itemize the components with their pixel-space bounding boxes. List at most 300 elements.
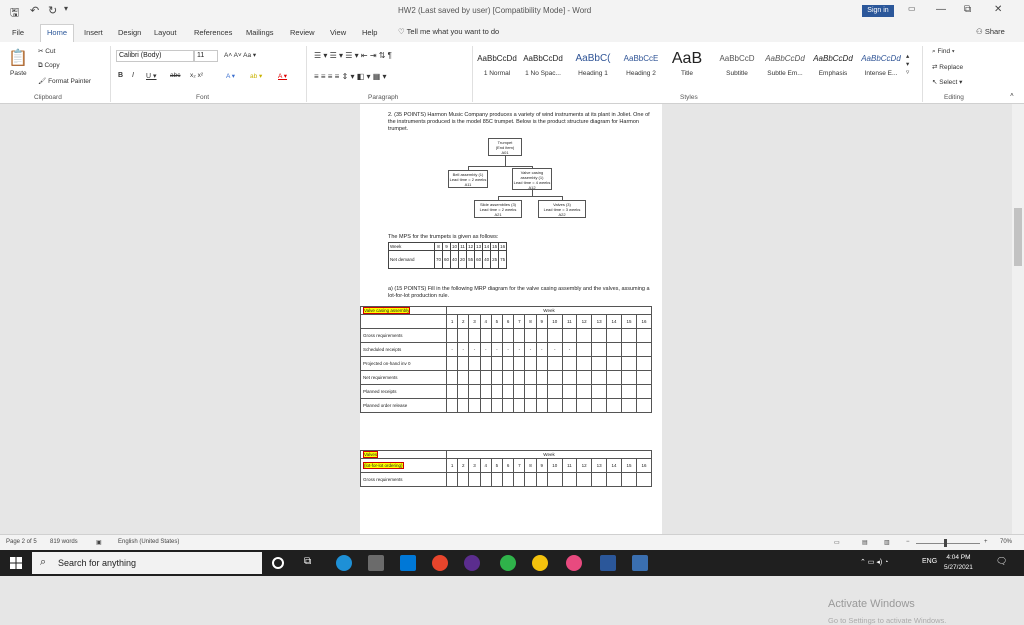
- tab-help[interactable]: Help: [362, 28, 378, 37]
- grid-cell[interactable]: [592, 371, 607, 385]
- app-icon[interactable]: [566, 555, 582, 571]
- grid-cell[interactable]: [622, 385, 637, 399]
- paste-button[interactable]: Paste: [10, 70, 27, 77]
- grid-cell[interactable]: [480, 473, 491, 487]
- grid-cell[interactable]: [562, 399, 576, 413]
- find-button[interactable]: ⌕ Find ▾: [932, 48, 955, 55]
- grid-cell[interactable]: [514, 371, 525, 385]
- language-status[interactable]: English (United States): [118, 539, 180, 545]
- divider: [306, 46, 307, 102]
- grid-cell[interactable]: [592, 357, 607, 371]
- grid-cell[interactable]: [547, 329, 562, 343]
- grid-cell[interactable]: [514, 329, 525, 343]
- grid-cell[interactable]: [536, 385, 547, 399]
- grid-cell[interactable]: [622, 329, 637, 343]
- activate-windows-subtitle: Go to Settings to activate Windows.: [828, 616, 947, 625]
- mps-week-cell: 9: [443, 243, 451, 251]
- grid-cell[interactable]: [503, 399, 514, 413]
- style-name: Heading 1: [578, 70, 608, 77]
- node-label: Bell assembly (1): [452, 172, 484, 177]
- font-name-select[interactable]: Calibri (Body): [116, 50, 194, 62]
- format-painter-label: Format Painter: [48, 78, 92, 85]
- status-bar: [0, 534, 1024, 550]
- select-label: Select: [939, 79, 958, 86]
- grid-week-number: 14: [607, 315, 622, 329]
- grid-cell[interactable]: [525, 371, 536, 385]
- grid-cell[interactable]: [607, 473, 622, 487]
- grid-cell[interactable]: -: [514, 343, 525, 357]
- subscript-button[interactable]: x₂ x²: [190, 72, 203, 79]
- grid-week-number: 10: [547, 315, 562, 329]
- replace-label: Replace: [939, 64, 964, 71]
- grid-cell[interactable]: [547, 399, 562, 413]
- grid-week-number: 8: [525, 459, 536, 473]
- clipboard-group-label: Clipboard: [34, 94, 62, 101]
- grid-cell[interactable]: [607, 329, 622, 343]
- grid-cell[interactable]: [469, 371, 480, 385]
- grid-cell[interactable]: [480, 357, 491, 371]
- grid-cell[interactable]: [514, 385, 525, 399]
- bullets-icon[interactable]: ☰ ▾ ☰ ▾ ☰ ▾ ⇤ ⇥ ⇅ ¶: [314, 51, 392, 60]
- grid-cell[interactable]: [525, 399, 536, 413]
- grid-cell[interactable]: [491, 473, 502, 487]
- grid-cell[interactable]: [577, 385, 592, 399]
- grid-row: [361, 473, 652, 487]
- grid-cell[interactable]: [447, 385, 458, 399]
- opera-icon[interactable]: [432, 555, 448, 571]
- grid-cell[interactable]: [607, 343, 622, 357]
- tell-me-search[interactable]: [398, 27, 499, 36]
- grid-week-number: 11: [562, 315, 576, 329]
- brush-icon: 🖌: [38, 78, 49, 85]
- media-icon[interactable]: [500, 555, 516, 571]
- grid-week-number: 9: [536, 459, 547, 473]
- focus-mode-icon[interactable]: ▭: [834, 540, 840, 546]
- style-name: Title: [680, 70, 694, 77]
- grid-title: Valve casing assembly: [364, 308, 410, 313]
- grid-cell[interactable]: [458, 371, 469, 385]
- grid-cell[interactable]: [536, 357, 547, 371]
- grid-row: [361, 343, 652, 357]
- tree-node-slide-assemblies: [474, 200, 522, 218]
- grid-row-label: Gross requirements: [361, 329, 447, 343]
- copy-button[interactable]: [38, 62, 60, 70]
- replace-button[interactable]: [932, 63, 963, 71]
- clock-date: 5/27/2021: [944, 564, 973, 571]
- tab-view[interactable]: View: [330, 28, 347, 37]
- minimize-button[interactable]: —: [936, 4, 946, 15]
- edge-icon[interactable]: [336, 555, 352, 571]
- grid-week-header: Week: [447, 451, 652, 459]
- grid-cell[interactable]: [592, 329, 607, 343]
- grid-cell[interactable]: -: [547, 343, 562, 357]
- grid-cell[interactable]: [491, 399, 502, 413]
- grid-cell[interactable]: [607, 399, 622, 413]
- font-color-icon[interactable]: A ▾: [278, 73, 288, 80]
- grid-cell[interactable]: [562, 385, 576, 399]
- grid-cell[interactable]: [503, 357, 514, 371]
- grid-week-number: 11: [562, 459, 576, 473]
- grid-cell[interactable]: [536, 371, 547, 385]
- share-button[interactable]: [976, 27, 1005, 36]
- lightbulb-icon: ♡: [398, 27, 407, 36]
- file-explorer-icon[interactable]: [368, 555, 384, 571]
- clock-time: 4:04 PM: [946, 554, 971, 561]
- style-preview: AaBbCcDd: [523, 54, 563, 63]
- grid-cell[interactable]: [469, 329, 480, 343]
- grid-cell[interactable]: [447, 329, 458, 343]
- grid-subtitle: (lot-for-lot ordering): [364, 463, 403, 468]
- grid-week-number: 16: [636, 315, 651, 329]
- grid-cell[interactable]: [458, 385, 469, 399]
- align-icons[interactable]: ≡ ≡ ≡ ≡ ⇕ ▾ ◧ ▾ ▦ ▾: [314, 72, 387, 81]
- grid-cell[interactable]: [577, 343, 592, 357]
- grid-cell[interactable]: [562, 357, 576, 371]
- ribbon-display-icon[interactable]: ▭: [908, 4, 916, 13]
- highlight-icon[interactable]: ab ▾: [250, 73, 263, 80]
- select-button[interactable]: ↖ Select ▾: [932, 79, 963, 86]
- title-bar: [0, 0, 1024, 22]
- tab-mailings[interactable]: Mailings: [246, 28, 274, 37]
- paragraph-group-label: Paragraph: [368, 94, 399, 101]
- scrollbar-thumb[interactable]: [1014, 208, 1022, 266]
- mps-demand-cell: 75: [499, 251, 507, 269]
- grid-cell[interactable]: [514, 399, 525, 413]
- grid-cell[interactable]: [536, 399, 547, 413]
- mps-week-cell: 12: [468, 244, 474, 249]
- grid-cell[interactable]: -: [491, 343, 502, 357]
- input-language[interactable]: ENG: [922, 558, 938, 565]
- grid-cell[interactable]: [503, 473, 514, 487]
- style-no-spacing[interactable]: [522, 48, 564, 88]
- document-page[interactable]: [360, 104, 662, 534]
- grid-row: [361, 385, 652, 399]
- grid-week-number: 6: [503, 459, 514, 473]
- node-label: Slide assemblies (3): [479, 202, 516, 207]
- grid-cell[interactable]: [480, 385, 491, 399]
- tab-home[interactable]: Home: [40, 24, 74, 42]
- question-2-text: 2. (35 POINTS) Harmon Music Company produces a variety of wind instruments at its plant in Joliet. One of the instruments produced is the model 85C trumpet. Below is the product structure diagram for Harmon trumpet.: [388, 112, 650, 132]
- style-name: Subtle Em...: [767, 70, 803, 77]
- grid-week-number: 2: [458, 459, 469, 473]
- grid-cell[interactable]: [577, 371, 592, 385]
- mps-intro-text: The MPS for the trumpets is given as follows:: [388, 234, 499, 240]
- word-icon[interactable]: [600, 555, 616, 571]
- grid-cell[interactable]: [622, 473, 637, 487]
- cut-button[interactable]: [38, 47, 55, 55]
- grid-cell[interactable]: [577, 329, 592, 343]
- grid-cell[interactable]: [447, 473, 458, 487]
- grid-cell[interactable]: [536, 329, 547, 343]
- grid-cell[interactable]: -: [447, 343, 458, 357]
- grid-cell[interactable]: -: [562, 343, 576, 357]
- grid-cell[interactable]: [503, 329, 514, 343]
- tab-insert[interactable]: Insert: [84, 28, 103, 37]
- undo-icon[interactable]: ↶: [30, 5, 40, 17]
- grid-week-number: 4: [480, 459, 491, 473]
- grid-week-row: [361, 315, 652, 329]
- grid-cell[interactable]: [491, 357, 502, 371]
- grid-cell[interactable]: -: [536, 343, 547, 357]
- grid-week-number: 7: [514, 315, 525, 329]
- grid-row: [361, 371, 652, 385]
- grid-cell[interactable]: [592, 399, 607, 413]
- grid-cell[interactable]: [469, 385, 480, 399]
- grid-cell[interactable]: [458, 473, 469, 487]
- grid-title-cell: [361, 451, 447, 459]
- grid-cell[interactable]: [562, 329, 576, 343]
- grid-cell[interactable]: -: [503, 343, 514, 357]
- sign-in-button[interactable]: Sign in: [862, 5, 894, 17]
- taskbar-clock[interactable]: [944, 553, 973, 573]
- store-icon[interactable]: [400, 555, 416, 571]
- mps-week-cell: 15: [492, 244, 498, 249]
- collapse-ribbon-icon[interactable]: ˄: [1010, 92, 1014, 99]
- grid-cell[interactable]: [577, 399, 592, 413]
- bold-button[interactable]: B: [118, 72, 124, 79]
- word-count[interactable]: 819 words: [50, 539, 78, 545]
- style-name: 1 No Spac...: [525, 70, 561, 77]
- italic-button[interactable]: I: [132, 72, 134, 79]
- grid-cell[interactable]: [547, 385, 562, 399]
- grid-row-label: Scheduled receipts: [361, 343, 447, 357]
- grid-cell[interactable]: [525, 385, 536, 399]
- grid-cell[interactable]: [636, 357, 651, 371]
- grid-week-number: 10: [547, 459, 562, 473]
- replace-icon: ⇄: [932, 64, 940, 71]
- style-heading-1[interactable]: [572, 48, 614, 88]
- style-subtle-emphasis[interactable]: [764, 48, 806, 88]
- style-normal[interactable]: [476, 48, 518, 88]
- style-preview: AaBbCcDd: [477, 54, 517, 63]
- grid-cell[interactable]: -: [458, 343, 469, 357]
- tab-review[interactable]: Review: [290, 28, 315, 37]
- grid-cell[interactable]: [458, 329, 469, 343]
- grid-cell[interactable]: [622, 343, 637, 357]
- paste-icon[interactable]: 📋: [8, 50, 28, 67]
- zoom-out-icon[interactable]: −: [906, 539, 910, 545]
- mps-demand-cell: 60: [443, 251, 451, 269]
- grid-week-number: 2: [458, 315, 469, 329]
- activate-windows-title: Activate Windows: [828, 598, 915, 610]
- style-intense-emphasis[interactable]: [860, 48, 902, 88]
- style-preview: AaBbCcE: [623, 54, 659, 63]
- style-preview: AaB: [671, 50, 703, 67]
- ribbon: [0, 42, 1024, 104]
- tab-design[interactable]: Design: [118, 28, 142, 37]
- grid-cell[interactable]: [525, 357, 536, 371]
- zoom-in-icon[interactable]: +: [984, 539, 988, 545]
- grid-cell[interactable]: [577, 473, 592, 487]
- grid-cell[interactable]: [514, 357, 525, 371]
- style-name: Emphasis: [818, 70, 848, 77]
- redo-icon[interactable]: ↻: [48, 5, 58, 17]
- zoom-slider-thumb[interactable]: [944, 539, 947, 547]
- tree-node-valves: [538, 200, 586, 218]
- copy-label: Copy: [44, 62, 60, 69]
- tab-layout[interactable]: Layout: [154, 28, 177, 37]
- grid-cell[interactable]: [503, 371, 514, 385]
- mps-week-cell: 14: [484, 244, 490, 249]
- style-heading-2[interactable]: [620, 48, 662, 88]
- grid-week-number: 15: [622, 459, 637, 473]
- proofing-icon[interactable]: ▣: [96, 540, 102, 546]
- grid-cell[interactable]: [503, 385, 514, 399]
- grid-cell[interactable]: [592, 343, 607, 357]
- grid-cell[interactable]: [636, 473, 651, 487]
- grid-cell[interactable]: [514, 473, 525, 487]
- grid-cell[interactable]: [547, 371, 562, 385]
- grid-cell[interactable]: [622, 357, 637, 371]
- style-preview: AaBbCcDd: [765, 54, 805, 63]
- tree-node-bell-assembly: [448, 170, 488, 188]
- grid-cell[interactable]: [547, 357, 562, 371]
- grid-cell[interactable]: [592, 385, 607, 399]
- grid-cell[interactable]: [480, 399, 491, 413]
- grid-week-row: [361, 459, 652, 473]
- grid-cell[interactable]: [592, 473, 607, 487]
- mps-week-cell: 11: [460, 244, 465, 249]
- grid-row-label: Gross requirements: [361, 473, 447, 487]
- grid-cell[interactable]: -: [480, 343, 491, 357]
- tree-connector: [468, 166, 532, 167]
- style-emphasis[interactable]: [812, 48, 854, 88]
- grid-cell[interactable]: [636, 371, 651, 385]
- grid-cell[interactable]: [622, 371, 637, 385]
- grid-cell[interactable]: [458, 399, 469, 413]
- grid-row-label: Net requirements: [361, 371, 447, 385]
- tell-me-label: Tell me what you want to do: [406, 27, 500, 36]
- grid-cell[interactable]: [562, 473, 576, 487]
- customize-qat-icon[interactable]: ▾: [64, 4, 69, 13]
- vertical-scrollbar[interactable]: [1012, 104, 1024, 534]
- style-name: Intense E...: [864, 70, 898, 77]
- page-count[interactable]: Page 2 of 5: [6, 539, 37, 545]
- grid-cell[interactable]: [447, 399, 458, 413]
- grid-cell[interactable]: [547, 473, 562, 487]
- mps-demand-cell: 40: [451, 251, 459, 269]
- style-title[interactable]: [666, 48, 708, 88]
- print-layout-icon[interactable]: ▤: [862, 540, 868, 546]
- notifications-icon[interactable]: 🗨: [996, 556, 1008, 566]
- grid-cell[interactable]: [525, 329, 536, 343]
- grid-cell[interactable]: [458, 357, 469, 371]
- photos-icon[interactable]: [632, 555, 648, 571]
- style-subtitle[interactable]: [716, 48, 758, 88]
- grid-cell[interactable]: [607, 385, 622, 399]
- share-label: Share: [984, 27, 1005, 36]
- grid-cell[interactable]: [469, 357, 480, 371]
- divider: [922, 46, 923, 102]
- node-label: Valve casing: [520, 170, 544, 175]
- zoom-level[interactable]: 70%: [1000, 539, 1013, 545]
- grid-cell[interactable]: [562, 371, 576, 385]
- cortana-icon[interactable]: [272, 557, 284, 569]
- style-preview: AaBbCcDd: [813, 54, 853, 63]
- font-size-select[interactable]: 11: [194, 50, 218, 62]
- grid-cell[interactable]: [636, 399, 651, 413]
- strikethrough-button[interactable]: abc: [170, 72, 181, 79]
- document-title: HW2 (Last saved by user) [Compatibility Mode] - Word: [398, 6, 592, 15]
- grid-cell[interactable]: [480, 329, 491, 343]
- grid-cell[interactable]: [480, 371, 491, 385]
- grid-cell[interactable]: [491, 371, 502, 385]
- cursor-icon: ↖: [932, 79, 940, 86]
- search-icon: ⌕: [40, 556, 47, 568]
- close-button[interactable]: ✕: [994, 4, 1003, 15]
- grow-font-icon[interactable]: A˄ A˅ Aa ▾: [224, 52, 257, 59]
- chrome-icon[interactable]: [532, 555, 548, 571]
- taskbar-search-placeholder: Search for anything: [58, 558, 137, 568]
- node-label: Lead time = 3 weeks: [543, 207, 581, 212]
- tab-references[interactable]: References: [194, 28, 233, 37]
- grid-cell[interactable]: [577, 357, 592, 371]
- windows-start-icon[interactable]: [10, 557, 22, 569]
- style-name: Heading 2: [626, 70, 656, 77]
- grid-cell[interactable]: [491, 329, 502, 343]
- grid-cell[interactable]: [525, 473, 536, 487]
- grid-row: [361, 357, 652, 371]
- grid-week-number: 1: [447, 315, 458, 329]
- tab-file[interactable]: File: [12, 28, 25, 37]
- taskbar-search-box[interactable]: [32, 552, 262, 574]
- ribbon-tabs: [0, 22, 1024, 42]
- text-effects-icon[interactable]: A ▾: [226, 73, 236, 80]
- person-icon: ⚇: [976, 27, 985, 36]
- grid-cell[interactable]: [469, 473, 480, 487]
- grid-cell[interactable]: [636, 343, 651, 357]
- grid-cell[interactable]: [469, 399, 480, 413]
- font-group-label: Font: [196, 94, 210, 101]
- format-painter-button[interactable]: [38, 77, 91, 85]
- grid-row-label: Planned order release: [361, 399, 447, 413]
- tree-node-trumpet: [488, 138, 522, 156]
- app-icon[interactable]: [464, 555, 480, 571]
- grid-week-number: 9: [536, 315, 547, 329]
- mrp-grid-valves: [360, 450, 652, 487]
- task-view-icon[interactable]: ⧉: [304, 556, 312, 567]
- styles-scroll-icon[interactable]: ▴ ▾ ▿: [906, 53, 910, 76]
- styles-group-label: Styles: [680, 94, 698, 101]
- save-icon[interactable]: 🖫: [10, 7, 20, 19]
- grid-week-number: 5: [491, 315, 502, 329]
- zoom-slider[interactable]: [916, 543, 980, 544]
- style-preview: AaBbCcDd: [861, 54, 901, 63]
- grid-cell[interactable]: [636, 385, 651, 399]
- grid-cell[interactable]: [536, 473, 547, 487]
- node-label: A21: [494, 212, 502, 217]
- grid-cell[interactable]: [607, 357, 622, 371]
- web-layout-icon[interactable]: ▥: [884, 540, 890, 546]
- grid-cell[interactable]: [447, 357, 458, 371]
- grid-cell[interactable]: [491, 385, 502, 399]
- grid-cell[interactable]: [447, 371, 458, 385]
- node-label: assembly (1): [520, 175, 544, 180]
- grid-cell[interactable]: [607, 371, 622, 385]
- node-label: Valves (3): [553, 202, 571, 207]
- mps-demand-cell: 20: [459, 251, 467, 269]
- grid-cell[interactable]: [622, 399, 637, 413]
- underline-button[interactable]: U ▾: [146, 73, 157, 80]
- grid-cell[interactable]: -: [469, 343, 480, 357]
- grid-cell[interactable]: [636, 329, 651, 343]
- grid-week-number: 1: [447, 459, 458, 473]
- restore-button[interactable]: ⧉: [964, 4, 972, 15]
- mps-demand-label: Net demand: [389, 251, 435, 269]
- tray-icons[interactable]: ⌃ ▭ ◂) ◔: [860, 559, 889, 566]
- grid-cell[interactable]: -: [525, 343, 536, 357]
- mps-week-cell: 16: [500, 244, 506, 249]
